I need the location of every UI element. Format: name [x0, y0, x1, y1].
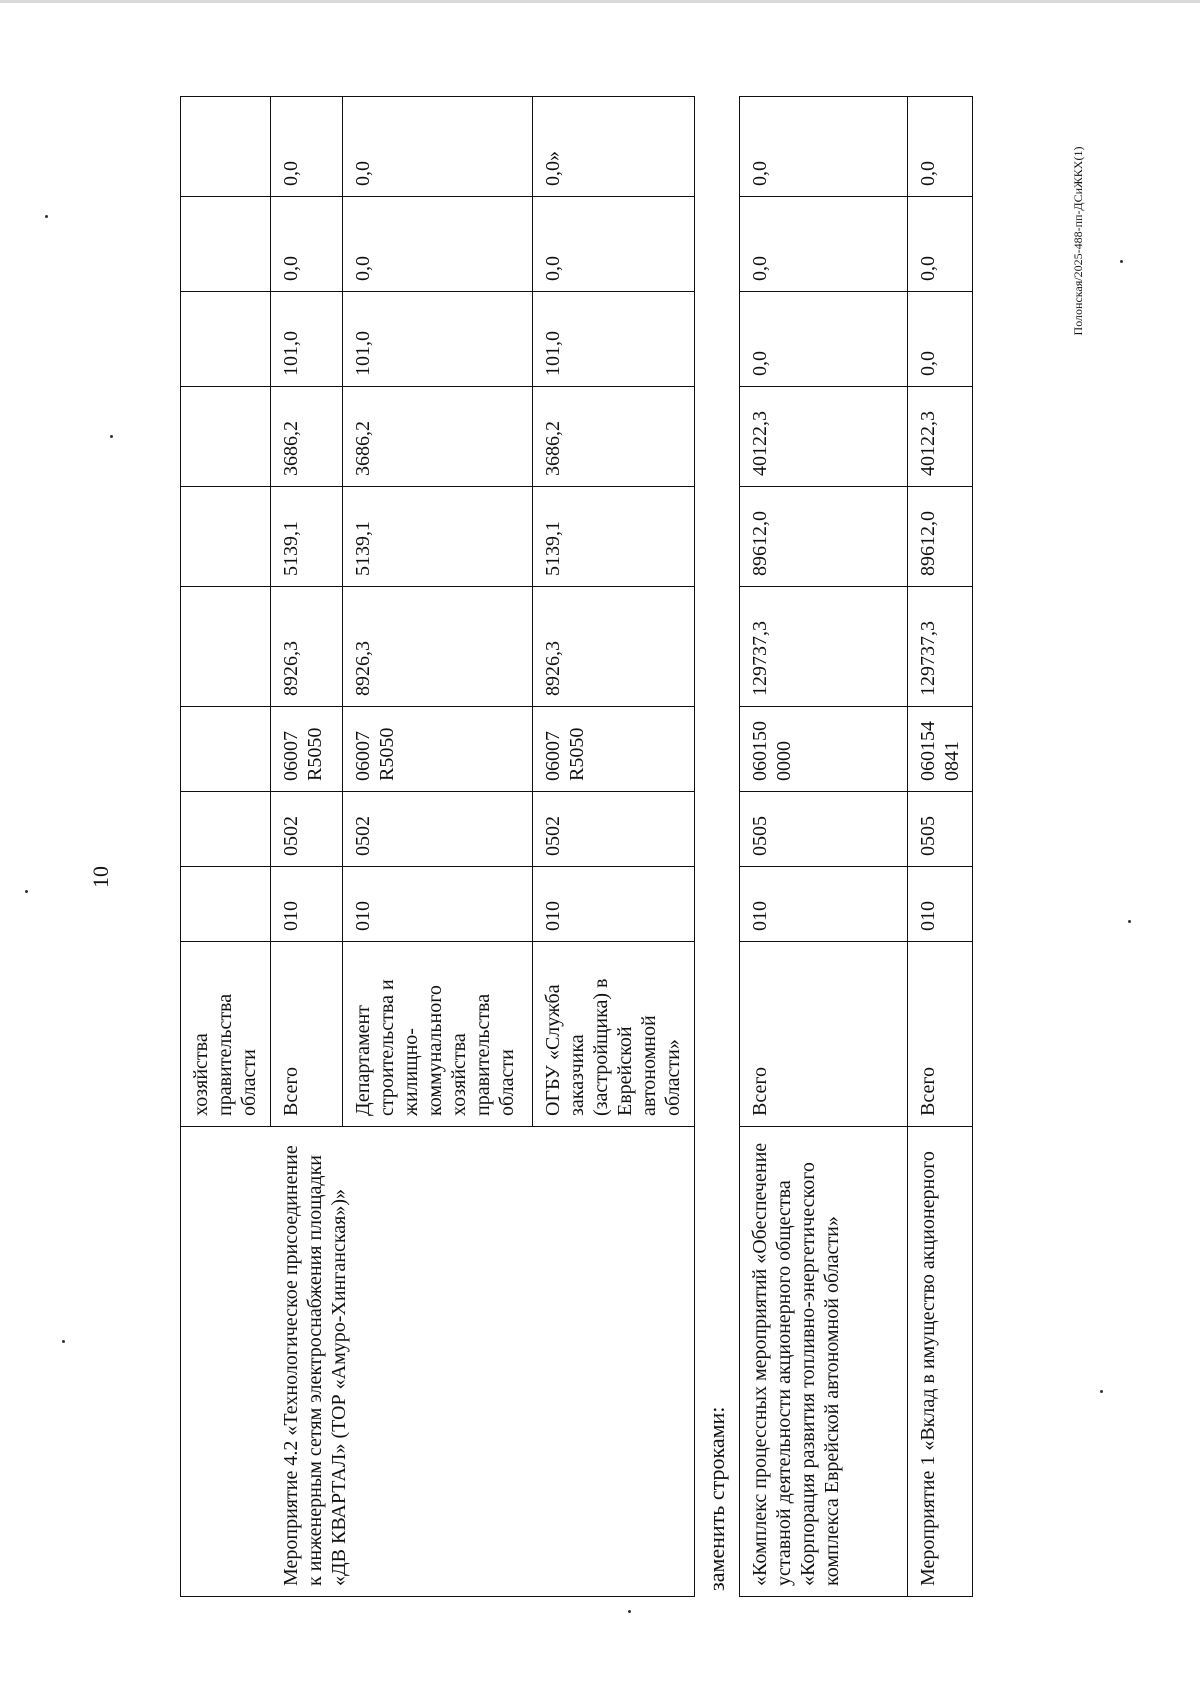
value-cell: 3686,2	[343, 387, 533, 487]
value-cell: 89612,0	[740, 487, 908, 587]
code-cell: 060150 0000	[740, 707, 908, 792]
executor-cell: хозяйства правительства области	[181, 942, 271, 1127]
code-cell: 06007 R5050	[533, 707, 695, 792]
value-cell: 0,0	[740, 292, 908, 387]
value-cell: 101,0	[271, 292, 343, 387]
value-cell: 0,0	[343, 97, 533, 197]
executor-cell: Всего	[740, 942, 908, 1127]
scan-speck	[62, 1340, 65, 1343]
value-cell: 5139,1	[271, 487, 343, 587]
activity-cell: Мероприятие 4.2 «Технологическое присоединение к инженерным сетям электроснабжения площадки «ДВ КВАРТАЛ» (ТОР «Амуро-Хинганская»)»	[181, 1127, 695, 1597]
value-cell: 8926,3	[533, 587, 695, 707]
executor-cell: Департамент строительства и жилищно-коммунального хозяйства правительства области	[343, 942, 533, 1127]
code-cell: 0502	[343, 792, 533, 867]
executor-cell: Всего	[908, 942, 973, 1127]
value-cell: 101,0	[343, 292, 533, 387]
value-cell: 5139,1	[343, 487, 533, 587]
scan-speck	[1120, 260, 1123, 263]
executor-cell: Всего	[271, 942, 343, 1127]
table-row	[181, 97, 271, 1597]
rotated-content	[180, 97, 1030, 1597]
value-cell: 8926,3	[343, 587, 533, 707]
value-cell: 40122,3	[908, 387, 973, 487]
code-cell: 0502	[271, 792, 343, 867]
value-cell: 3686,2	[533, 387, 695, 487]
value-cell: 0,0	[908, 97, 973, 197]
code-cell: 06007 R5050	[343, 707, 533, 792]
code-cell: 010	[343, 867, 533, 942]
table-replacement	[739, 96, 973, 1597]
value-cell: 0,0	[908, 292, 973, 387]
code-cell: 0505	[908, 792, 973, 867]
scan-speck	[25, 890, 28, 893]
scan-speck	[110, 435, 113, 438]
executor-cell: ОГБУ «Служба заказчика (застройщика) в Еврейской автономной области»	[533, 942, 695, 1127]
value-cell: 3686,2	[271, 387, 343, 487]
code-cell: 0502	[533, 792, 695, 867]
code-cell: 010	[740, 867, 908, 942]
document-code: Полонская/2025-488-пп-ДСиЖКХ(1)	[1071, 146, 1085, 336]
code-cell: 010	[533, 867, 695, 942]
table-continued	[180, 96, 695, 1597]
value-cell: 0,0	[740, 97, 908, 197]
value-cell: 40122,3	[740, 387, 908, 487]
table-row	[740, 97, 908, 1597]
replace-instruction: заменить строками:	[704, 1406, 729, 1591]
value-cell: 89612,0	[908, 487, 973, 587]
page-number: 10	[88, 866, 113, 888]
value-cell: 101,0	[533, 292, 695, 387]
activity-cell: Мероприятие 1 «Вклад в имущество акционерного	[908, 1127, 973, 1597]
value-cell: 129737,3	[740, 587, 908, 707]
scan-speck	[1128, 920, 1131, 923]
scan-edge-line	[0, 0, 1200, 3]
value-cell: 0,0	[343, 197, 533, 292]
scan-speck	[45, 215, 48, 218]
code-cell: 0505	[740, 792, 908, 867]
value-cell: 0,0	[740, 197, 908, 292]
code-cell: 010	[908, 867, 973, 942]
value-cell: 0,0	[271, 97, 343, 197]
code-cell: 06007 R5050	[271, 707, 343, 792]
value-cell: 5139,1	[533, 487, 695, 587]
scan-speck	[1100, 1390, 1103, 1393]
scan-speck	[628, 1610, 631, 1613]
value-cell: 129737,3	[908, 587, 973, 707]
value-cell: 0,0	[908, 197, 973, 292]
code-cell: 010	[271, 867, 343, 942]
table-row	[908, 97, 973, 1597]
code-cell: 060154 0841	[908, 707, 973, 792]
value-cell: 0,0»	[533, 97, 695, 197]
value-cell: 0,0	[271, 197, 343, 292]
value-cell: 0,0	[533, 197, 695, 292]
activity-cell: «Комплекс процессных мероприятий «Обеспечение уставной деятельности акционерного общества «Корпорация развития топливно-энергетического комплекса Еврейской автономной области»	[740, 1127, 908, 1597]
value-cell: 8926,3	[271, 587, 343, 707]
